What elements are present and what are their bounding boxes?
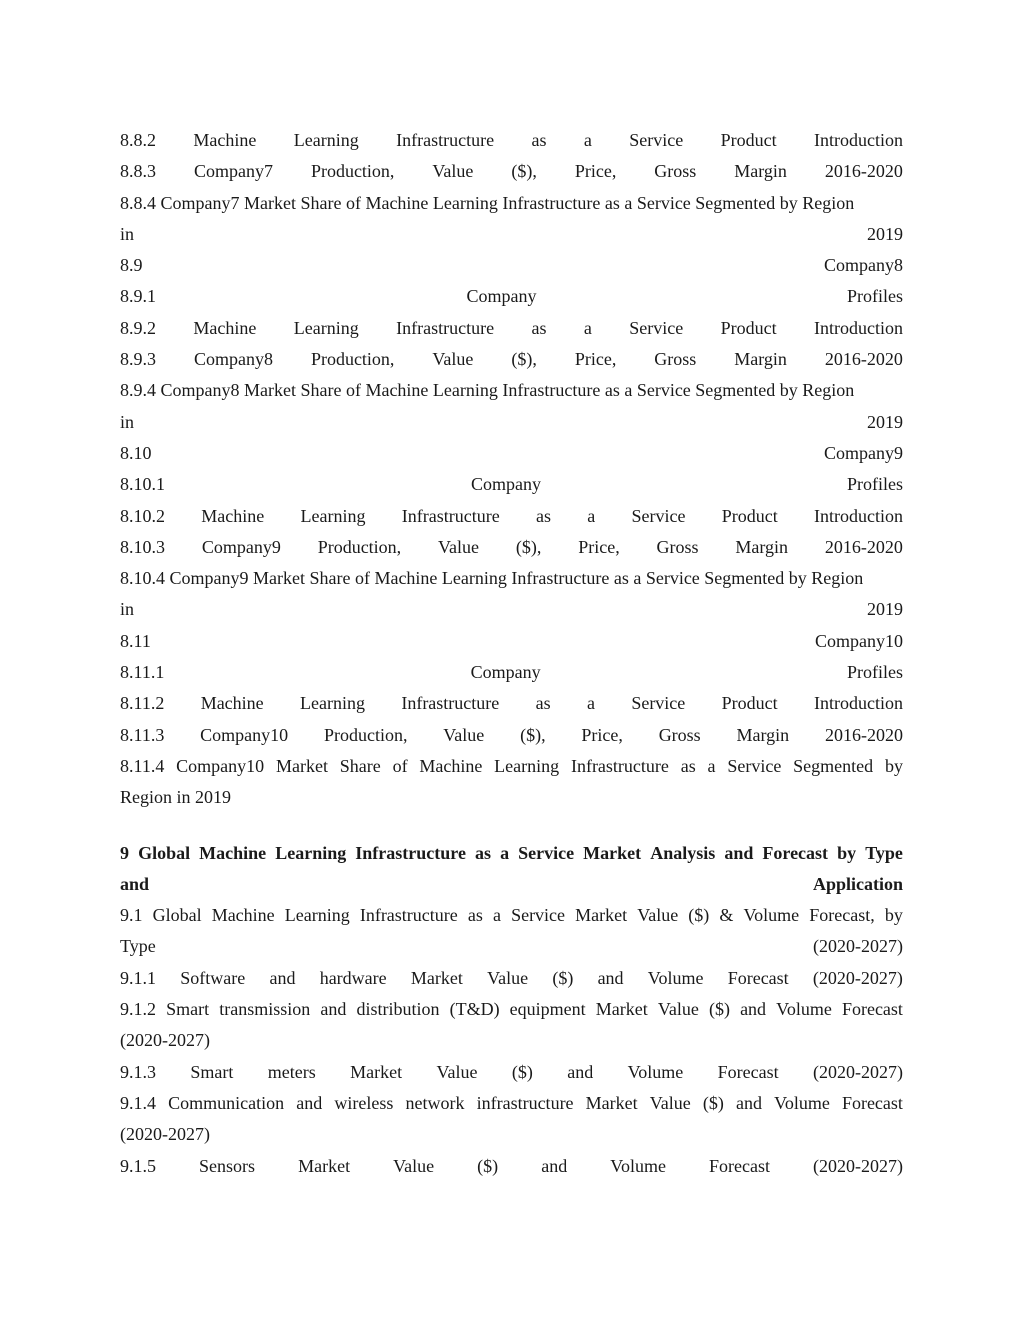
toc-text: (T&D) xyxy=(449,999,500,1020)
toc-text: 8.11.1 xyxy=(120,662,165,683)
toc-line xyxy=(120,438,903,469)
toc-text: Infrastructure xyxy=(359,905,458,926)
toc-text: in xyxy=(120,599,135,620)
toc-text: Forecast xyxy=(841,999,903,1020)
toc-line xyxy=(120,720,903,751)
toc-text: Value xyxy=(393,1155,435,1176)
toc-text: Machine xyxy=(193,317,257,338)
section-9-toc xyxy=(120,900,903,1182)
toc-line xyxy=(120,688,903,719)
toc-text: Service xyxy=(631,505,686,526)
toc-text: 8.10.2 xyxy=(120,505,165,526)
toc-text: distribution xyxy=(356,999,440,1020)
toc-text: 8.9.2 xyxy=(120,317,156,338)
toc-text: Production, xyxy=(310,349,395,370)
toc-text: Company xyxy=(471,474,541,495)
toc-text: Product xyxy=(721,693,778,714)
toc-line xyxy=(120,963,903,994)
toc-line xyxy=(120,1151,903,1182)
toc-text: by xyxy=(884,905,903,926)
toc-text: Gross xyxy=(654,349,697,370)
toc-text: Product xyxy=(720,130,777,150)
toc-text: by xyxy=(884,755,903,776)
toc-text: Learning xyxy=(293,130,359,150)
toc-line xyxy=(120,626,903,657)
toc-text: Infrastructure xyxy=(401,505,500,526)
toc-text: Machine xyxy=(200,693,264,714)
toc-text: Value xyxy=(649,1092,691,1113)
toc-text: (2020-2027) xyxy=(812,1061,903,1082)
toc-text: 9.1 xyxy=(120,905,143,926)
section-8-toc xyxy=(120,125,903,814)
toc-text: as xyxy=(531,130,547,150)
toc-text: and xyxy=(296,1092,323,1113)
toc-text: Infrastructure xyxy=(570,755,669,776)
toc-text: Volume xyxy=(647,967,704,988)
toc-text: ($), xyxy=(515,536,542,557)
toc-text: 8.10.4 Company9 Market Share of Machine Learning Infrastructure as a Service Segmented by Region xyxy=(120,568,864,589)
toc-line xyxy=(120,563,903,594)
toc-text: 9.1.4 xyxy=(120,1092,156,1113)
toc-text: 8.10 xyxy=(120,442,152,463)
toc-text: Market xyxy=(298,1155,351,1176)
toc-text: 2019 xyxy=(867,223,903,244)
toc-line xyxy=(120,156,903,187)
toc-line xyxy=(120,219,903,250)
toc-text: Sensors xyxy=(199,1155,256,1176)
toc-text: Forecast xyxy=(708,1155,770,1176)
toc-text: and xyxy=(567,1061,594,1082)
toc-text: Gross xyxy=(658,724,701,745)
section-spacer xyxy=(120,814,903,838)
toc-text: Smart xyxy=(166,999,210,1020)
toc-line xyxy=(120,657,903,688)
toc-text: and xyxy=(736,1092,763,1113)
toc-text: by xyxy=(837,842,857,863)
toc-text: Forecast xyxy=(841,1092,903,1113)
toc-text: Market xyxy=(410,967,463,988)
toc-text: Volume xyxy=(610,1155,666,1176)
toc-text: ($), xyxy=(520,724,546,745)
toc-text: Introduction xyxy=(814,505,903,526)
toc-text: Segmented xyxy=(793,755,874,776)
toc-text: Volume xyxy=(627,1061,684,1082)
toc-text: Service xyxy=(727,755,782,776)
toc-text: Volume xyxy=(743,905,800,926)
toc-text: Forecast xyxy=(717,1061,779,1082)
toc-text: as xyxy=(535,693,551,714)
toc-text: Market xyxy=(583,842,642,863)
toc-text: 8.11.4 xyxy=(120,755,165,776)
toc-text: Price, xyxy=(578,536,620,557)
toc-line xyxy=(120,1057,903,1088)
toc-text: Value xyxy=(443,724,485,745)
toc-text: a xyxy=(583,130,592,150)
toc-text: in xyxy=(120,223,135,244)
toc-text: ($) xyxy=(477,1155,499,1176)
toc-line xyxy=(120,1025,903,1056)
toc-text: Margin xyxy=(735,536,789,557)
toc-text: Company10 xyxy=(200,724,289,745)
toc-text: Market xyxy=(595,999,648,1020)
toc-text: 2016-2020 xyxy=(824,349,903,370)
toc-text: Learning xyxy=(293,317,359,338)
toc-text: ($) xyxy=(552,967,574,988)
toc-text: 8.9.1 xyxy=(120,286,156,307)
toc-text: Infrastructure xyxy=(401,693,500,714)
toc-text: Value xyxy=(438,536,480,557)
toc-text: 9.1.3 xyxy=(120,1061,156,1082)
toc-text: Market xyxy=(275,755,328,776)
toc-text: Type xyxy=(120,936,156,957)
document-page xyxy=(120,125,903,1182)
toc-text: Analysis xyxy=(650,842,716,863)
toc-text: Share xyxy=(339,755,381,776)
toc-text: 8.9 xyxy=(120,255,143,276)
toc-text: as xyxy=(467,905,483,926)
toc-text: a xyxy=(500,842,510,863)
toc-text: Service xyxy=(629,130,684,150)
toc-text: Infrastructure xyxy=(396,130,495,150)
toc-text: a xyxy=(583,317,592,338)
toc-text: infrastructure xyxy=(476,1092,574,1113)
toc-text: as xyxy=(680,755,696,776)
toc-text: and xyxy=(269,967,296,988)
toc-line xyxy=(120,931,903,962)
toc-text: (2020-2027) xyxy=(813,936,903,957)
toc-text: Margin xyxy=(734,349,787,370)
heading-line xyxy=(120,869,903,900)
toc-text: Learning xyxy=(284,905,350,926)
toc-text: Machine xyxy=(419,755,483,776)
toc-line xyxy=(120,1088,903,1119)
toc-text: Introduction xyxy=(814,130,903,150)
toc-text: Communication xyxy=(168,1092,285,1113)
toc-text: 2019 xyxy=(867,411,903,432)
toc-text: (2020-2027) xyxy=(813,1155,903,1176)
toc-line xyxy=(120,375,903,406)
toc-text: Smart xyxy=(190,1061,234,1082)
toc-text: Company9 xyxy=(201,536,281,557)
toc-text: a xyxy=(707,755,716,776)
toc-text: a xyxy=(587,505,596,526)
toc-text: Region in 2019 xyxy=(120,787,231,808)
toc-text: Margin xyxy=(736,724,790,745)
toc-text: as xyxy=(531,317,547,338)
toc-text: (2020-2027) xyxy=(120,1124,210,1145)
toc-line xyxy=(120,313,903,344)
toc-text: 2016-2020 xyxy=(824,536,903,557)
toc-text: Learning xyxy=(300,505,366,526)
toc-text: as xyxy=(535,505,551,526)
toc-text: Service xyxy=(511,905,566,926)
toc-text: Price, xyxy=(574,349,617,370)
toc-text: Service xyxy=(629,317,684,338)
toc-text: Profiles xyxy=(847,662,903,683)
toc-text: Machine xyxy=(199,842,267,863)
toc-text: network xyxy=(405,1092,465,1113)
toc-text: and xyxy=(120,873,150,894)
toc-text: 9.1.2 xyxy=(120,999,156,1020)
toc-line xyxy=(120,469,903,500)
toc-text: Market xyxy=(585,1092,638,1113)
toc-text: and xyxy=(320,999,347,1020)
toc-text: meters xyxy=(267,1061,316,1082)
toc-text: 8.11 xyxy=(120,630,151,651)
toc-text: 8.8.2 xyxy=(120,130,156,150)
toc-line xyxy=(120,594,903,625)
toc-line xyxy=(120,900,903,931)
toc-text: Infrastructure xyxy=(396,317,495,338)
toc-text: Value xyxy=(487,967,529,988)
toc-text: ($) xyxy=(708,999,730,1020)
toc-text: Product xyxy=(720,317,777,338)
toc-text: 8.9.3 xyxy=(120,349,156,370)
toc-text: Company xyxy=(466,286,537,307)
toc-text: Global xyxy=(138,842,191,863)
toc-text: Volume xyxy=(776,999,832,1020)
toc-line xyxy=(120,188,903,219)
toc-text: Software xyxy=(180,967,246,988)
toc-text: in xyxy=(120,411,135,432)
section-9-heading xyxy=(120,838,903,901)
toc-line xyxy=(120,751,903,782)
toc-text: 8.10.1 xyxy=(120,474,165,495)
toc-text: Company8 xyxy=(193,349,273,370)
toc-line xyxy=(120,281,903,312)
toc-text: Market xyxy=(575,905,628,926)
toc-text: wireless xyxy=(334,1092,394,1113)
toc-text: (2020-2027) xyxy=(812,967,903,988)
toc-text: hardware xyxy=(319,967,387,988)
toc-text: & xyxy=(719,905,734,926)
toc-text: Machine xyxy=(201,505,265,526)
toc-text: Company10 xyxy=(815,630,903,651)
toc-text: Margin xyxy=(734,161,787,182)
toc-text: Value xyxy=(432,161,474,182)
toc-text: 8.9.4 Company8 Market Share of Machine Learning Infrastructure as a Service Segmented by Region xyxy=(120,380,855,401)
toc-text: Company10 xyxy=(176,755,265,776)
toc-text: Learning xyxy=(494,755,560,776)
toc-text: Forecast xyxy=(762,842,829,863)
toc-text: Value xyxy=(637,905,679,926)
toc-text: Profiles xyxy=(847,286,903,307)
toc-line xyxy=(120,125,903,156)
toc-line xyxy=(120,994,903,1025)
toc-line xyxy=(120,782,903,813)
toc-line xyxy=(120,250,903,281)
toc-text: ($), xyxy=(511,161,537,182)
toc-text: Product xyxy=(721,505,778,526)
toc-text: and xyxy=(740,999,767,1020)
toc-text: ($) xyxy=(511,1061,533,1082)
toc-text: a xyxy=(492,905,501,926)
toc-text: Introduction xyxy=(813,693,903,714)
toc-text: Volume xyxy=(774,1092,830,1113)
toc-text: Company7 xyxy=(193,161,273,182)
toc-text: Type xyxy=(865,842,903,863)
toc-text: Service xyxy=(631,693,686,714)
toc-text: Price, xyxy=(581,724,623,745)
toc-text: and xyxy=(724,842,754,863)
toc-text: 9.1.1 xyxy=(120,967,156,988)
toc-text: Gross xyxy=(654,161,697,182)
toc-text: ($) xyxy=(702,1092,724,1113)
toc-text: Market xyxy=(350,1061,403,1082)
toc-text: Forecast xyxy=(727,967,789,988)
toc-text: Introduction xyxy=(814,317,903,338)
toc-text: 9.1.5 xyxy=(120,1155,156,1176)
toc-text: Value xyxy=(432,349,474,370)
toc-text: Learning xyxy=(300,693,365,714)
toc-text: 8.11.3 xyxy=(120,724,165,745)
toc-text: as xyxy=(475,842,492,863)
toc-text: 8.8.3 xyxy=(120,161,156,182)
toc-text: Machine xyxy=(211,905,275,926)
toc-text: 8.10.3 xyxy=(120,536,165,557)
toc-line xyxy=(120,1119,903,1150)
toc-text: Learning xyxy=(275,842,347,863)
toc-text: and xyxy=(541,1155,568,1176)
toc-text: Value xyxy=(657,999,699,1020)
toc-text: 8.11.2 xyxy=(120,693,165,714)
toc-text: Application xyxy=(812,873,903,894)
toc-text: 2019 xyxy=(867,599,903,620)
toc-line xyxy=(120,344,903,375)
heading-line xyxy=(120,838,903,869)
toc-line xyxy=(120,407,903,438)
toc-text: a xyxy=(586,693,595,714)
toc-text: 8.8.4 Company7 Market Share of Machine Learning Infrastructure as a Service Segmented by Region xyxy=(120,192,855,213)
toc-text: Price, xyxy=(574,161,617,182)
toc-text: Company9 xyxy=(824,442,903,463)
toc-text: 9 xyxy=(120,842,129,863)
toc-text: ($), xyxy=(511,349,537,370)
toc-text: Forecast, xyxy=(809,905,875,926)
toc-text: of xyxy=(392,755,408,776)
toc-text: (2020-2027) xyxy=(120,1030,210,1051)
toc-text: Machine xyxy=(193,130,257,150)
toc-text: 2016-2020 xyxy=(825,724,903,745)
toc-line xyxy=(120,532,903,563)
toc-text: 2016-2020 xyxy=(824,161,903,182)
toc-text: Infrastructure xyxy=(355,842,466,863)
toc-text: transmission xyxy=(219,999,311,1020)
toc-line xyxy=(120,501,903,532)
toc-text: Company xyxy=(470,662,541,683)
toc-text: equipment xyxy=(509,999,586,1020)
toc-text: Production, xyxy=(323,724,408,745)
toc-text: Value xyxy=(436,1061,478,1082)
toc-text: Global xyxy=(152,905,202,926)
toc-text: Service xyxy=(518,842,575,863)
toc-text: Production, xyxy=(310,161,395,182)
toc-text: Gross xyxy=(656,536,699,557)
toc-text: and xyxy=(597,967,624,988)
toc-text: Profiles xyxy=(847,474,903,495)
toc-text: Production, xyxy=(317,536,402,557)
toc-text: Company8 xyxy=(824,255,903,276)
toc-text: ($) xyxy=(688,905,710,926)
